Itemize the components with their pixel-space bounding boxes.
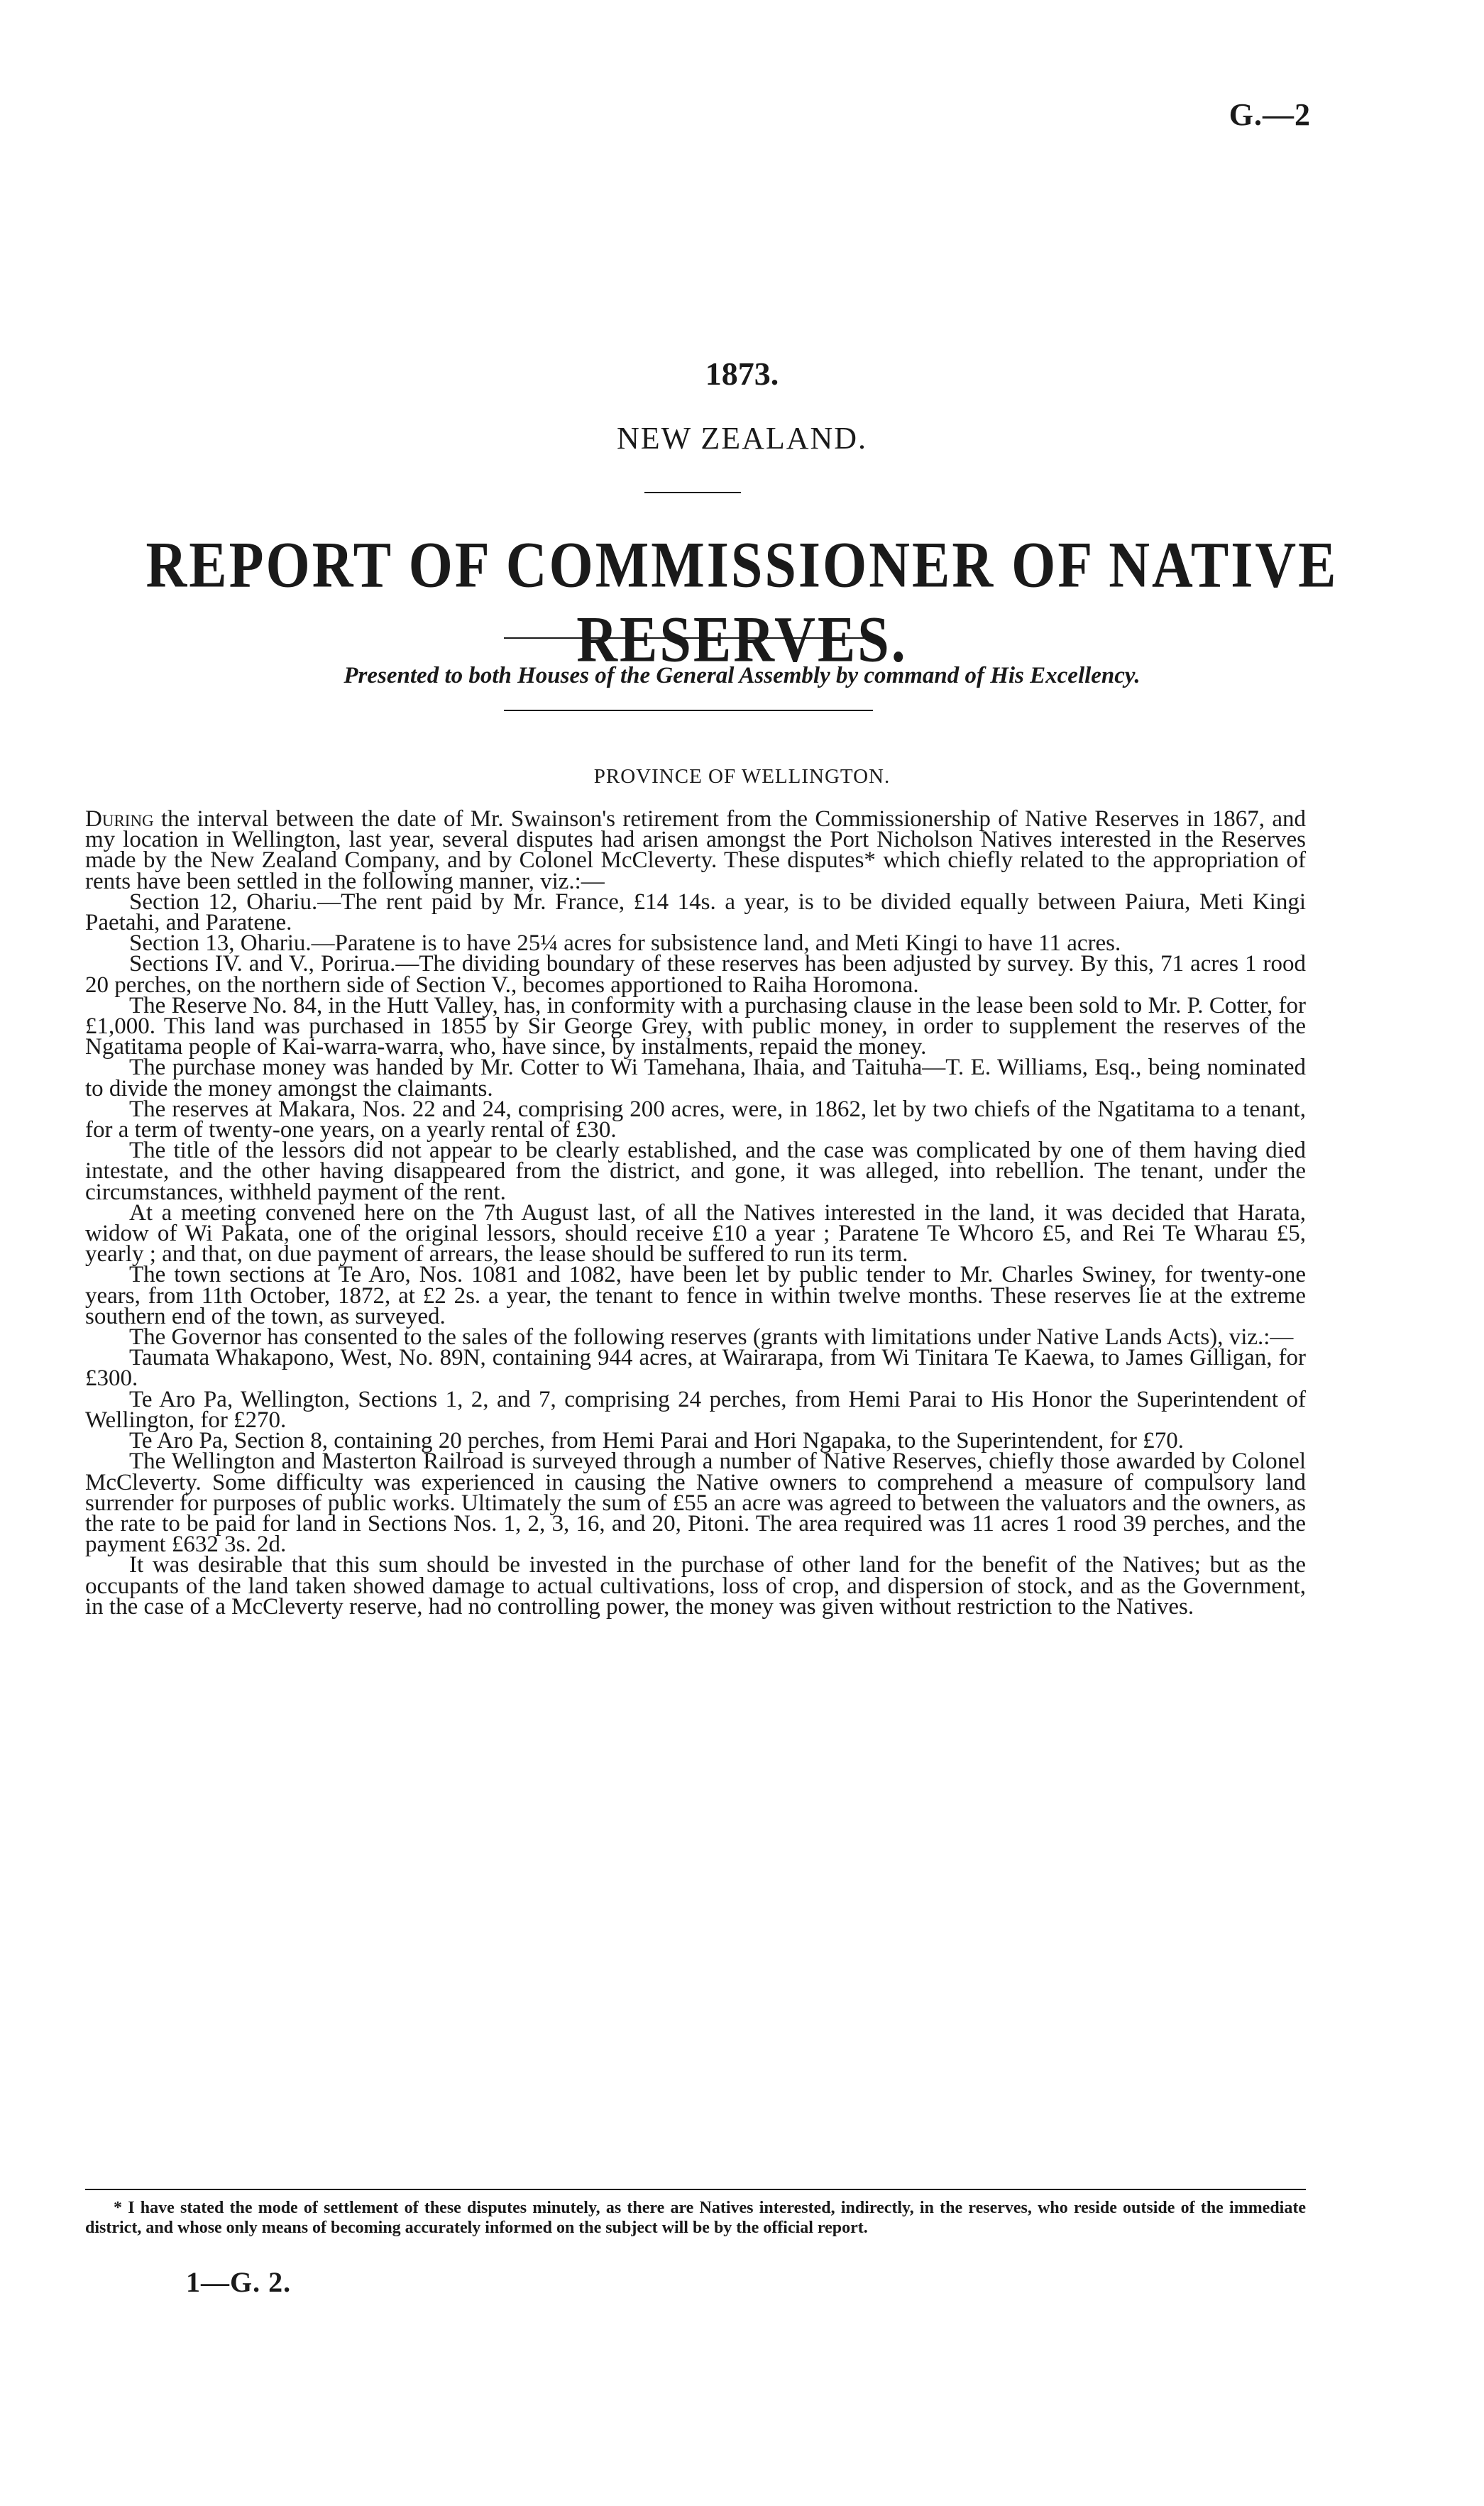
presented-rule-bottom — [504, 710, 873, 711]
paragraph: Te Aro Pa, Section 8, containing 20 perches, from Hemi Parai and Hori Ngapaka, to the Superintendent, for £70. — [129, 1428, 1184, 1454]
report-body — [85, 806, 1306, 1620]
country-heading: NEW ZEALAND. — [616, 421, 868, 456]
footnote: * I have stated the mode of settlement of these disputes minutely, as there are Natives interested, indirectly, in the reserves, who reside outside of the immediate district, and whose only means of becoming accurately informed on the subject will be by the official report. — [85, 2199, 1306, 2237]
paragraph: Sections IV. and V., Porirua.—The dividing boundary of these reserves has been adjusted by survey. By this, 71 acres 1 rood 20 perches, on the northern side of Section V., becomes apportioned to Raiha Horomona. — [85, 951, 1306, 998]
paragraph: The Reserve No. 84, in the Hutt Valley, has, in conformity with a purchasing clause in the lease been sold to Mr. P. Cotter, for £1,000. This land was purchased in 1855 by Sir George Grey, with public money, in order to supplement the reserves of the Ngatitama people of Kai-warra-warra, who, have since, by instalments, repaid the money. — [85, 992, 1306, 1060]
paragraph: Section 12, Ohariu.—The rent paid by Mr. France, £14 14s. a year, is to be divided equally between Paiura, Meti Kingi Paetahi, and Paratene. — [85, 889, 1306, 936]
title-rule-short — [644, 492, 741, 493]
paragraph — [85, 806, 1306, 894]
paragraph: The purchase money was handed by Mr. Cotter to Wi Tamehana, Ihaia, and Taituha—T. E. Williams, Esq., being nominated to divide the money amongst the claimants. — [85, 1055, 1306, 1101]
paragraph: Taumata Whakapono, West, No. 89N, containing 944 acres, at Wairarapa, from Wi Tinitara Te Kaewa, to James Gilligan, for £300. — [85, 1345, 1306, 1392]
sheet-signature: 1—G. 2. — [186, 2266, 292, 2298]
page-code: G.—2 — [1229, 97, 1311, 132]
paragraph: The Wellington and Masterton Railroad is surveyed through a number of Native Reserves, chiefly those awarded by Colonel McCleverty. Some difficulty was experienced in causing the Native owners to comprehend a measure of compulsory land surrender for purposes of public works. Ultimately the sum of £55 an acre was agreed to between the valuators and the owners, as the rate to be paid for land in Sections Nos. 1, 2, 3, 16, and 20, Pitoni. The area required was 11 acres 1 rood 39 perches, and the payment £632 3s. 2d. — [85, 1449, 1306, 1558]
paragraph: It was desirable that this sum should be invested in the purchase of other land for the benefit of the Natives; but as the occupants of the land taken showed damage to actual cultivations, loss of crop, and dispersion of stock, and as the Government, in the case of a McCleverty reserve, had no controlling power, the money was given without restriction to the Natives. — [85, 1552, 1306, 1620]
footnote-rule — [85, 2189, 1306, 2190]
paragraph: Section 13, Ohariu.—Paratene is to have 25¼ acres for subsistence land, and Meti Kingi to have 11 acres. — [129, 930, 1121, 957]
paragraph: Te Aro Pa, Wellington, Sections 1, 2, and 7, comprising 24 perches, from Hemi Parai to His Honor the Superintendent of Wellington, for £270. — [85, 1386, 1306, 1433]
province-heading: PROVINCE OF WELLINGTON. — [593, 765, 891, 788]
paragraph: The title of the lessors did not appear to be clearly established, and the case was complicated by one of them having died intestate, and the other having disappeared from the district, and gone, it was alleged, into rebellion. The tenant, under the circumstances, withheld payment of the rent. — [85, 1138, 1306, 1205]
paragraph: At a meeting convened here on the 7th August last, of all the Natives interested in the land, it was decided that Harata, widow of Wi Pakata, one of the original lessors, should receive £10 a year ; Paratene Te Whcoro £5, and Rei Te Wharau £5, yearly ; and that, on due payment of arrears, the lease should be suffered to run its term. — [85, 1199, 1306, 1268]
opening-word: During — [85, 806, 154, 832]
paragraph: The town sections at Te Aro, Nos. 1081 and 1082, have been let by public tender to Mr. Charles Swiney, for twenty-one years, from 11th October, 1872, at £2 2s. a year, the tenant to fence in within twelve months. These reserves lie at the extreme southern end of the town, as surveyed. — [85, 1262, 1306, 1329]
presented-rule-top — [504, 637, 873, 639]
report-year: 1873. — [705, 356, 779, 392]
presented-line: Presented to both Houses of the General Assembly by command of His Excellency. — [343, 663, 1141, 688]
paragraph: The Governor has consented to the sales of the following reserves (grants with limitations under Native Lands Acts), viz.:— — [129, 1324, 1294, 1351]
paragraph: The reserves at Makara, Nos. 22 and 24, comprising 200 acres, were, in 1862, let by two chiefs of the Ngatitama to a tenant, for a term of twenty-one years, on a yearly rental of £30. — [85, 1096, 1306, 1143]
report-title: REPORT OF COMMISSIONER OF NATIVE RESERVES. — [145, 529, 1339, 676]
paragraph-text: the interval between the date of Mr. Swainson's retirement from the Commissionership of Native Reserves in 1867, and my location in Wellington, last year, several disputes had arisen amongst the Port Nicholson Natives interested in the Reserves made by the New Zealand Company, and by Colonel McCleverty. These disputes* which chiefly related to the appropriation of rents have been settled in the following manner, viz.:— — [85, 806, 1306, 894]
